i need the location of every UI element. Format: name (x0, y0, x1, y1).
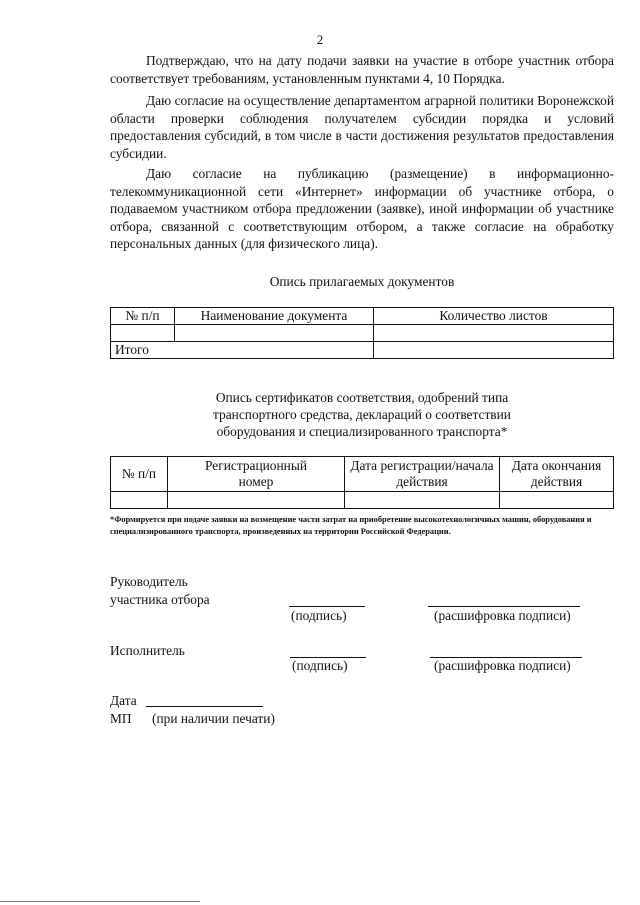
table-cell[interactable] (374, 325, 614, 342)
consent-publication-paragraph (110, 165, 614, 253)
head-decoding-hint: (расшифровка подписи) (434, 608, 571, 623)
paragraph-text: Даю согласие на публикацию (размещение) в информационно-телекоммуникационной сети «Интернет» информации об участнике отбора, о подаваемом участником отбора предложении (заявке), иной информации об участнике отбора, связанной с соответствующим отбором, а также согласие на обработку персональных данных (для физического лица). (110, 166, 614, 251)
docs-table-title: Опись прилагаемых документов (269, 274, 455, 289)
cert-table (110, 456, 614, 509)
paragraph-text: Подтверждаю, что на дату подачи заявки на участие в отборе участник отбора соответствует требованиям, установленным пунктами 4, 10 Порядка. (110, 53, 614, 86)
confirmation-paragraph (110, 52, 614, 87)
docs-header-number: № п/п (111, 308, 175, 325)
stamp-hint: (при наличии печати) (152, 711, 275, 726)
paragraph-text: Даю согласие на осуществление департаментом аграрной политики Воронежской области проверки соблюдения получателем субсидии порядка и условий предоставления субсидий, в том числе в части достижения результатов предоставления субсидии. (110, 93, 614, 161)
docs-total-label: Итого (111, 342, 374, 359)
table-cell[interactable] (175, 325, 374, 342)
executor-signature-hint: (подпись) (292, 658, 348, 673)
head-label (110, 573, 210, 608)
consent-check-paragraph (110, 92, 614, 162)
date-label: Дата (110, 693, 137, 708)
stamp-label: МП (110, 711, 132, 726)
table-cell[interactable] (111, 325, 175, 342)
head-signature-hint: (подпись) (291, 608, 347, 623)
table-cell[interactable] (345, 492, 500, 509)
docs-total-row (111, 342, 614, 359)
footnote: *Формируется при подаче заявки на возмещение части затрат на приобретение высокотехнологичных машин, оборудования и специализированного транспорта, произведенных на территории Российской Федерации. (110, 515, 592, 536)
footnote-divider (0, 901, 200, 902)
head-label-line: участника отбора (110, 591, 210, 607)
cert-header-number: № п/п (111, 457, 168, 492)
table-cell[interactable] (500, 492, 614, 509)
cert-header-start-date: Дата регистрации/начала действия (345, 457, 500, 492)
cert-header-reg-number: Регистрационный номер (168, 457, 345, 492)
table-cell[interactable] (111, 492, 168, 509)
table-cell[interactable] (168, 492, 345, 509)
cert-title-line: транспортного средства, деклараций о соответствии (213, 407, 511, 422)
executor-label: Исполнитель (110, 643, 185, 658)
table-row (111, 492, 614, 509)
head-decoding-line[interactable] (428, 606, 580, 607)
docs-header-name: Наименование документа (175, 308, 374, 325)
head-label-line: Руководитель (110, 574, 188, 589)
page-number: 2 (316, 32, 324, 47)
docs-total-value[interactable] (374, 342, 614, 359)
docs-header-sheets: Количество листов (374, 308, 614, 325)
cert-header-end-date: Дата окончания действия (500, 457, 614, 492)
docs-table (110, 307, 614, 359)
cert-table-title (110, 389, 614, 440)
cert-title-line: оборудования и специализированного транспорта* (216, 424, 508, 439)
cert-title-line: Опись сертификатов соответствия, одобрений типа (215, 390, 509, 405)
table-row (111, 325, 614, 342)
head-signature-line[interactable] (289, 606, 365, 607)
date-field-line[interactable] (146, 706, 263, 707)
executor-decoding-hint: (расшифровка подписи) (434, 658, 571, 673)
